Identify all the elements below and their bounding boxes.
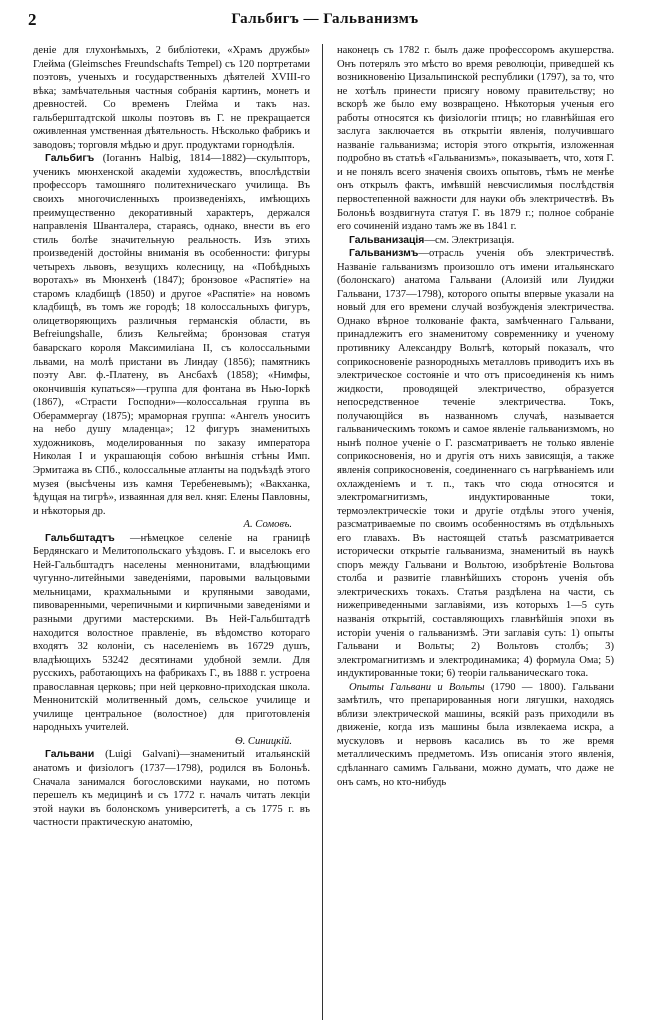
entry-galbshtadt-text: —нѣмецкое селенiе на границѣ Бердянскаго и Мелитопольскаго уѣздовъ. Г. и выселокъ его Ней-Гальбштадтъ населены меннонитами, владѣющими чугунно-литейными заведенiями, паровыми вальцовыми мельницами, крахмальными и крупяными заводами, пивоваренными, черепичными и кирпичными заведенiями и разными другими мастерскими. Въ Ней-Гальбштадтѣ находится волостное правленiе, въ вѣдомство котораго входятъ 32 колонiи, съ населенiемъ въ 16729 душъ, владѣющихъ 53242 десятинами удобной земли. Для русскихъ, работающихъ на фабрикахъ Г., въ 1888 г. устроена православная церковь; при ней церковно-приходская школа. Меннонитскiй молитвенный домъ, сельское училище и училище центральное (волостное) для приготовленiя народныхъ учителей. [33, 532, 310, 734]
entry-galvani-text: (Luigi Galvani)—знаменитый итальянскiй анатомъ и физiологъ (1737—1798), родился въ Болоньѣ. Сначала занимался богословскими науками, но потомъ перешелъ къ медицинѣ и съ 1772 г. началъ читать лекцiи этой науки въ болонскомъ университетѣ, а съ 1775 г. въ частности практическую анатомiю, [33, 749, 310, 829]
entry-galvanizm-headword: Гальванизмъ [349, 248, 419, 260]
entry-galbshtadt [33, 532, 310, 749]
column-divider [322, 44, 323, 1020]
entry-galvanizm-text: —отрасль ученiя объ электричествѣ. Названiе гальванизмъ произошло отъ имени итальянскаго (болонскаго) анатома Гальвани (Алоизiй или Луиджи Гальвани, 1737—1798), которого опыты впервые указали на новый для его времени случай возбужденiя электричества. Однако вѣрное толкованiе факта, замѣченнаго Гальвани, принадлежитъ его знаменитому современнику и ученому противнику Александру Вольтѣ, который показалъ, что соприкосновенiе разнородныхъ металловъ приводитъ ихъ въ электрическое состоянiе и что отъ присоединенiя къ нимъ жидкости, проводящей электричество, образуется непосредственное теченiе электричества. Токъ, получающiйся въ названномъ случаѣ, называется гальваническимъ токомъ и самое явленiе гальванизмомъ, но нынѣ полное ученiе о Г. разсматриваетъ не только явленiе соприкосновенiя, но и другiя отъ нихъ зависящiя, а также явленiя соприкосновенiя, соединеннаго съ нагрѣванiемъ или охлажденiемъ и т. п., такъ что сюда относятся и электромагнитизмъ, индуктированные токи, термоэлектрическiе токи и другiе отдѣлы этого ученiя, разсматриваемые по своимъ особенностямъ въ отдѣльныхъ его главахъ. Въ настоящей статьѣ разсматривается исторически открытiе гальванизма, знаменитый въ наукѣ споръ между Гальвани и Вольтою, изобрѣтенiе Вольтова столба и развитiе главнѣйшихъ сторонъ ученiя объ электрическихъ токахъ. Статья раздѣлена на части, съ нижеприведенными заглавiями, изъ которыхъ 1—5 суть названiя открытiй, составляющихъ главнѣйшiя эпохи въ исторiи ученiя о гальванизмѣ. Эти заглавiя суть: 1) опыты Гальвани и Вольты; 2) Вольтовъ столбъ; 3) электромагнитизмъ и электродинамика; 4) формула Ома; 5) индуктированные токи; 6) теорiи гальваническаго тока. [337, 248, 614, 680]
left-paragraph-1: денiе для глухонѣмыхъ, 2 библiотеки, «Храмъ дружбы» Глейма (Gleimsches Freundschafts Tempel) съ 120 портретами поэтовъ, ученыхъ и государственныхъ дѣятелей XVIII-го вѣка; замѣчательныя частныя собранiя картинъ, монетъ и древностей. Со временъ Глейма и такъ наз. гальберштадтской школы поэтовъ въ Г. не прекращается оживленная умственная дѣятельность. Нѣсколько фабрикъ и заводовъ; торговля мѣдью и друг. продуктами горнодѣлiя. [33, 45, 310, 151]
right-paragraph-1: наконецъ съ 1782 г. былъ даже профессоромъ акушерства. Онъ потерялъ это мѣсто во время революцiи, приведшей къ возникновенiю Цизальпинской республики (1797), за то, что не хотѣлъ принести присягу новому правительству; но вскорѣ же было ему возвращено. Нѣкоторыя ученыя его работы относятся къ физiологiи птицъ; но главнѣйшая его заслуга заключается въ открытiи явленiя, получившаго названiе гальванизма; исторiя этого открытiя, изложенная подробно въ статьѣ «Гальванизмъ», показываетъ, что, хотя Г. и не понялъ всего значенiя своихъ опытовъ, тѣмъ не менѣе онъ открылъ фактъ, имѣвшiй невсчислимыя послѣдствiя первостепенной важности для науки объ электричествѣ. Въ Болоньѣ воздвигнута статуя Г. въ 1879 г.; полное собранiе его сочиненiй издано тамъ же въ 1841 г. [337, 45, 614, 233]
entry-galbig-headword: Гальбигъ [45, 153, 95, 165]
running-title: Гальбигъ — Гальванизмъ [231, 11, 419, 27]
entry-galvani [33, 748, 310, 829]
entry-galbig-signature: А. Сомовъ. [243, 519, 292, 531]
section-opyty-galvani-volty [337, 681, 614, 789]
right-column [337, 44, 614, 1026]
entry-galbig [33, 152, 310, 531]
entry-galvanizatsiya [337, 234, 614, 248]
entry-galvanizatsiya-text: —см. Электризацiя. [424, 234, 515, 246]
left-column [33, 44, 310, 1026]
section-opyty-text: (1790 — 1800). Гальвани замѣтилъ, что препарированныя ноги лягушки, находясь вблизи электрической машины, всякiй разъ приходили въ движенiе, когда изъ машины была извлекаема искра, а мускуловъ и нервовъ касались въ то же время металлическимъ предметомъ. Изъ описанiя этого явленiя, сдѣланнаго самимъ Гальвани, можно думать, что даже не онъ самъ, но кто-нибудь [337, 681, 614, 788]
entry-galvanizatsiya-headword: Гальванизацiя [349, 234, 425, 246]
section-opyty-heading: Опыты Гальвани и Вольты [349, 681, 485, 693]
entry-galbshtadt-headword: Гальбштадтъ [45, 532, 115, 544]
entry-galvani-headword: Гальвани [45, 749, 95, 761]
entry-galvanizm [337, 247, 614, 681]
entry-galbshtadt-signature: Ѳ. Синицкiй. [234, 735, 292, 747]
page-number: 2 [28, 10, 37, 29]
entry-galbig-text: (Іоганнъ Halbig, 1814—1882)—скульпторъ, ученикъ мюнхенской академiи художествъ, впослѣдствiи профессоръ тамошняго политехническаго училища. Въ своихъ многочисленныхъ произведенiяхъ, имѣющихъ преимущественно декоративный характеръ, держался направленiя Шванталера, стараясь, однако, внести въ его стиль болѣе значительную реальность. Изъ этихъ произведенiй достойны вниманiя въ особенности: фигуры четырехъ львовъ, везущихъ колесницу, на «Побѣдныхъ воротахъ» въ Мюнхенѣ (1847); бронзовое «Распятiе» на старомъ кладбищѣ (1850) и другое «Распятiе» на новомъ кладбищѣ, въ томъ же городѣ; 18 колоссальныхъ фигуръ, олицетворяющихъ различныя германскiя области, въ Befreiungshalle, близъ Кельгейма; бронзовая статуя баварскаго короля Максимилiана II, съ колоссальными львами, на молѣ пристани въ Линдау (1856); памятникъ поэту Авг. ф.-Платену, въ Ансбахѣ (1858); «Нимфы, окончившiя купаться»—группа для фонтана въ Нью-Iоркѣ (1867), «Страсти Господни»—колоссальная группа въ Обераммергау (1875); мраморная группа: «Ангелъ уноситъ на небо душу младенца»; 12 фигуръ знаменитыхъ художниковъ, моделированныя по заказу императора Николая I и украшающiя собою внѣшнiя стѣны Имп. Эрмитажа въ СПб., колоссальные атланты на подъѣздѣ этого музея (высѣчены изъ камня Теребеневымъ); «Вакханка, ѣдущая на тигрѣ», изваянная для вел. княг. Елены Павловны, и нѣкоторыя др. [33, 153, 310, 517]
